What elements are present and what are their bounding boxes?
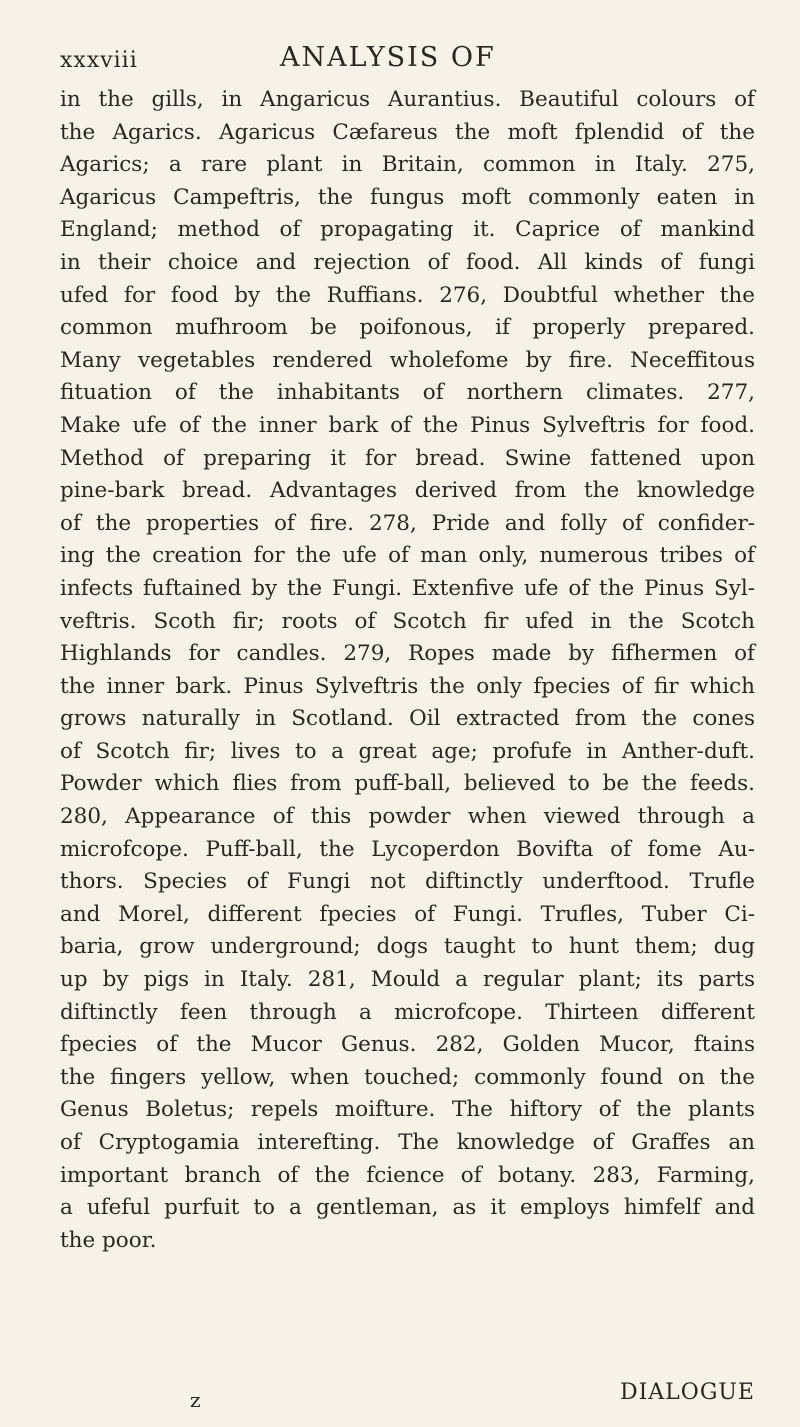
text-line: of the properties of fire. 278, Pride and folly of confider- xyxy=(60,510,755,536)
text-line: thors. Species of Fungi not diftinctly underftood. Trufle xyxy=(60,869,755,895)
text-line: of Scotch fir; lives to a great age; profufe in Anther-duft. xyxy=(60,738,755,764)
text-line: the poor. xyxy=(60,1227,157,1253)
page-number: xxxviii xyxy=(60,48,138,73)
text-line: Highlands for candles. 279, Ropes made by fifhermen of xyxy=(60,641,755,667)
text-line: veftris. Scoth fir; roots of Scotch fir ufed in the Scotch xyxy=(60,608,755,634)
body-text xyxy=(60,84,755,1257)
text-line: and Morel, different fpecies of Fungi. Trufles, Tuber Ci- xyxy=(60,901,755,927)
page-footer xyxy=(60,1380,755,1420)
catchword: DIALOGUE xyxy=(619,1380,755,1405)
running-head xyxy=(60,42,750,78)
text-line: Method of preparing it for bread. Swine fattened upon xyxy=(60,445,755,471)
text-line: common mufhroom be poifonous, if properly prepared. xyxy=(60,315,755,341)
text-line: baria, grow underground; dogs taught to hunt them; dug xyxy=(60,934,755,960)
text-line: diftinctly feen through a microfcope. Thirteen different xyxy=(60,999,755,1025)
text-line: Genus Boletus; repels moifture. The hiftory of the plants xyxy=(60,1097,755,1123)
header-title: ANALYSIS OF xyxy=(280,42,496,73)
text-line: the inner bark. Pinus Sylveftris the only fpecies of fir which xyxy=(60,673,755,699)
text-line: microfcope. Puff-ball, the Lycoperdon Bovifta of fome Au- xyxy=(60,836,755,862)
text-line: the fingers yellow, when touched; commonly found on the xyxy=(60,1064,755,1090)
text-line: Powder which flies from puff-ball, believed to be the feeds. xyxy=(60,771,755,797)
text-line: fituation of the inhabitants of northern climates. 277, xyxy=(60,380,755,406)
text-line: ing the creation for the ufe of man only, numerous tribes of xyxy=(60,543,755,569)
text-line: fpecies of the Mucor Genus. 282, Golden Mucor, ftains xyxy=(60,1032,755,1058)
text-line: of Cryptogamia interefting. The knowledge of Graffes an xyxy=(60,1130,755,1155)
signature-mark: z xyxy=(190,1388,201,1412)
text-line: 280, Appearance of this powder when viewed through a xyxy=(60,804,755,830)
text-line: Agaricus Campeftris, the fungus moft commonly eaten in xyxy=(60,184,755,210)
text-line: grows naturally in Scotland. Oil extracted from the cones xyxy=(60,706,755,732)
text-line: Agarics; a rare plant in Britain, common in Italy. 275, xyxy=(60,152,755,178)
text-line: in their choice and rejection of food. All kinds of fungi xyxy=(60,249,755,275)
text-line: Many vegetables rendered wholefome by fire. Neceffitous xyxy=(60,347,755,373)
text-line: important branch of the fcience of botany. 283, Farming, xyxy=(60,1162,755,1188)
text-line: a ufeful purfuit to a gentleman, as it employs himfelf and xyxy=(60,1195,755,1221)
text-line: up by pigs in Italy. 281, Mould a regular plant; its parts xyxy=(60,967,755,993)
text-line: pine-bark bread. Advantages derived from the knowledge xyxy=(60,478,755,504)
text-line: infects fuftained by the Fungi. Extenfive ufe of the Pinus Syl- xyxy=(60,575,755,601)
text-line: Make ufe of the inner bark of the Pinus Sylveftris for food. xyxy=(60,412,755,438)
text-line: the Agarics. Agaricus Cæfareus the moft fplendid of the xyxy=(60,119,755,145)
text-line: in the gills, in Angaricus Aurantius. Beautiful colours of xyxy=(60,87,755,112)
text-line: ufed for food by the Ruffians. 276, Doubtful whether the xyxy=(60,282,755,308)
text-line: England; method of propagating it. Caprice of mankind xyxy=(60,217,755,243)
